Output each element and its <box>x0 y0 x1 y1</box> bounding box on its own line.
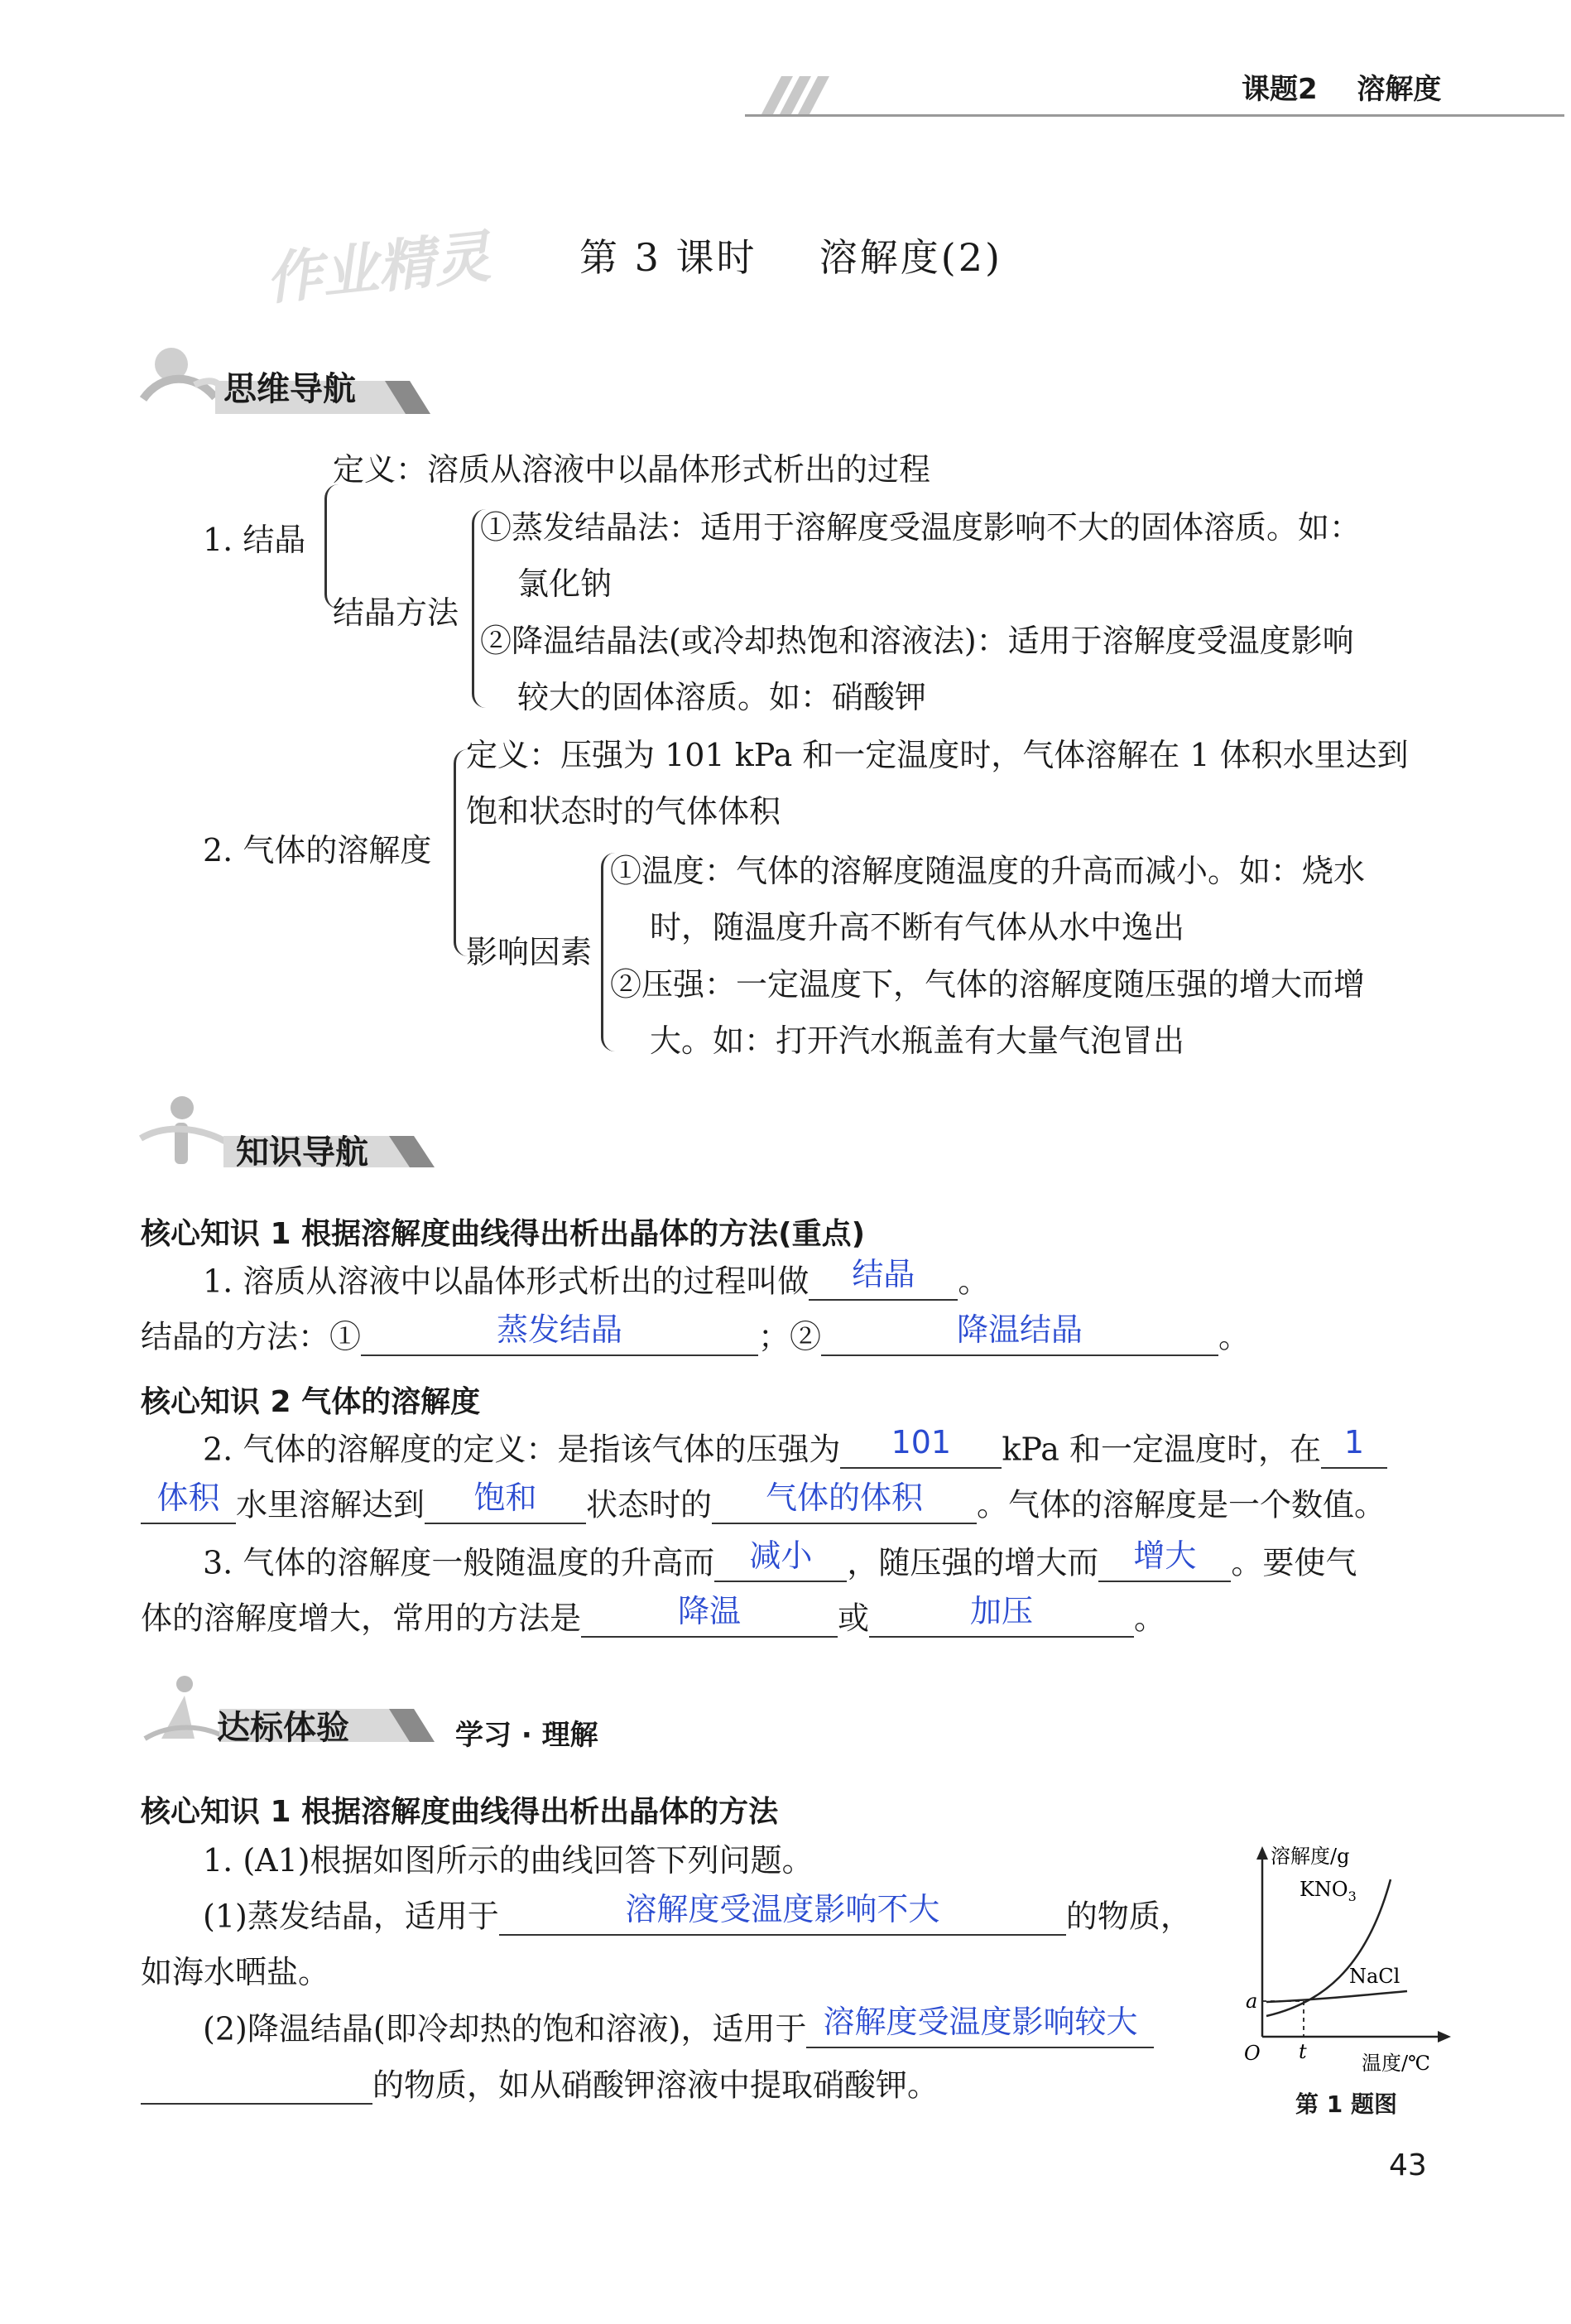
blank-q3-pressure[interactable] <box>1098 1537 1231 1582</box>
practice-q1-part1 <box>203 1891 1192 1936</box>
header-chapter <box>1242 66 1441 107</box>
nacl-curve <box>1266 1991 1407 2002</box>
mind-method2-line1: ②降温结晶法(或冷却热饱和溶液法)：适用于溶解度受温度影响 <box>480 623 1354 659</box>
blank-q2-volume-number[interactable] <box>1321 1424 1387 1469</box>
mind-brace-2 <box>454 749 468 956</box>
answer-q3-method2: 加压 <box>970 1593 1034 1630</box>
knowledge-q2-text: 2. 气体的溶解度的定义：是指该气体的压强为 <box>203 1431 841 1468</box>
header-rule <box>745 114 1564 117</box>
practice-q1-part1-text2: 的物质， <box>1065 1898 1192 1935</box>
knowledge-q2-text4: 状态时的 <box>586 1486 713 1523</box>
knowledge-q3-text5: 或 <box>838 1600 870 1637</box>
answer-q2-saturated: 饱和 <box>473 1480 537 1517</box>
blank-q1-crystallization[interactable] <box>809 1256 958 1301</box>
practice-q1-part2-text2: 的物质，如从硝酸钾溶液中提取硝酸钾。 <box>372 2067 939 2104</box>
knowledge-core1-heading: 核心知识 1 根据溶解度曲线得出析出晶体的方法(重点) <box>141 1217 866 1251</box>
mind-item2-factor-label: 影响因素 <box>466 934 593 970</box>
answer-q2-gas-volume: 气体的体积 <box>766 1480 924 1517</box>
blank-q2-saturated[interactable] <box>425 1480 586 1524</box>
answer-q2-volume-unit: 体积 <box>156 1480 220 1517</box>
a-label: a <box>1246 1990 1258 2013</box>
origin-label: O <box>1244 2042 1261 2065</box>
mind-factor1-line2: 时，随温度升高不断有气体从水中逸出 <box>650 909 1185 945</box>
knowledge-q3-text6: 。 <box>1134 1600 1166 1637</box>
mind-brace-1 <box>324 484 339 609</box>
header-chapter-number: 课题2 <box>1242 73 1318 106</box>
knowledge-q2-text3: 水里溶解达到 <box>236 1486 425 1523</box>
kno3-label-sub: 3 <box>1348 1889 1357 1904</box>
knowledge-q2-line1 <box>203 1424 1387 1469</box>
answer-q1-method1: 蒸发结晶 <box>497 1311 623 1349</box>
blank-q2-gas-volume[interactable] <box>712 1480 977 1524</box>
answer-q1-crystallization: 结晶 <box>852 1256 915 1293</box>
knowledge-q1-text: 1. 溶质从溶液中以晶体形式析出的过程叫做 <box>203 1263 810 1300</box>
kno3-label <box>1300 1878 1357 1904</box>
knowledge-q2-text5: 。气体的溶解度是一个数值。 <box>977 1486 1386 1523</box>
practice-q1: 1. (A1)根据如图所示的曲线回答下列问题。 <box>203 1842 814 1879</box>
answer-q2-pressure: 101 <box>891 1424 952 1461</box>
blank-q2-pressure[interactable] <box>840 1424 1002 1469</box>
knowledge-q3-text: 3. 气体的溶解度一般随温度的升高而 <box>203 1544 715 1581</box>
mind-factor2-line1: ②压强：一定温度下，气体的溶解度随压强的增大而增 <box>610 966 1366 1003</box>
blank-q1-method2[interactable] <box>821 1311 1218 1356</box>
mind-factor2-line2: 大。如：打开汽水瓶盖有大量气泡冒出 <box>650 1022 1185 1059</box>
section-practice-title: 达标体验 <box>217 1709 349 1747</box>
practice-q1-part2-line2 <box>141 2067 939 2105</box>
section-practice-subtitle: 学习 · 理解 <box>455 1719 598 1752</box>
practice-q1-part2 <box>203 2004 1154 2048</box>
answer-q3-pressure: 增大 <box>1133 1537 1197 1575</box>
lesson-topic: 溶解度(2) <box>819 235 1002 280</box>
knowledge-q1-methods-text: 结晶的方法：① <box>141 1318 362 1355</box>
mind-item1-label: 1. 结晶 <box>203 522 306 558</box>
blank-q3-method2[interactable] <box>869 1593 1134 1638</box>
practice-q1-part1-text: (1)蒸发结晶，适用于 <box>203 1898 499 1935</box>
solubility-chart-svg <box>1221 1838 1469 2078</box>
blank-practice-cooling-cont[interactable] <box>141 2067 372 2105</box>
nacl-label: NaCl <box>1349 1965 1400 1988</box>
mind-item1-definition: 定义：溶质从溶液中以晶体形式析出的过程 <box>333 451 931 488</box>
answer-q3-temperature: 减小 <box>749 1537 813 1575</box>
mind-item1-method-label: 结晶方法 <box>333 594 459 631</box>
blank-practice-cooling[interactable] <box>806 2004 1154 2048</box>
answer-practice-cooling: 溶解度受温度影响较大 <box>823 2004 1138 2041</box>
mind-item2-definition-line2: 饱和状态时的气体体积 <box>466 793 781 830</box>
blank-practice-evaporation[interactable] <box>499 1891 1066 1936</box>
knowledge-q2-text2: kPa 和一定温度时，在 <box>1002 1431 1321 1468</box>
y-axis-label: 溶解度/g <box>1271 1845 1350 1868</box>
mind-method1-line2: 氯化钠 <box>517 565 613 602</box>
knowledge-q2-line2 <box>141 1480 1386 1524</box>
solubility-figure <box>1221 1838 1469 2081</box>
practice-q1-part1-line2: 如海水晒盐。 <box>141 1954 330 1990</box>
punct: 。 <box>958 1263 990 1300</box>
blank-q3-method1[interactable] <box>581 1593 838 1638</box>
mind-item2-definition-line1: 定义：压强为 101 kPa 和一定温度时，气体溶解在 1 体积水里达到 <box>466 737 1409 773</box>
header-chapter-title: 溶解度 <box>1357 73 1442 106</box>
knowledge-q3-text3: 。要使气 <box>1231 1544 1357 1581</box>
knowledge-core2-heading: 核心知识 2 气体的溶解度 <box>141 1385 481 1419</box>
blank-q2-volume-unit[interactable] <box>141 1480 236 1524</box>
mind-factor1-line1: ①温度：气体的溶解度随温度的升高而减小。如：烧水 <box>610 853 1366 889</box>
mind-item2-label: 2. 气体的溶解度 <box>203 832 432 868</box>
section-mind-title: 思维导航 <box>223 370 356 408</box>
knowledge-q3-line1 <box>203 1537 1357 1582</box>
knowledge-q3-text2: ，随压强的增大而 <box>847 1544 1099 1581</box>
blank-q3-temperature[interactable] <box>714 1537 847 1582</box>
header-stripes <box>745 76 836 118</box>
answer-practice-evaporation: 溶解度受温度影响不大 <box>625 1891 940 1928</box>
mind-method1-line1: ①蒸发结晶法：适用于溶解度受温度影响不大的固体溶质。如： <box>480 509 1362 546</box>
practice-core1-heading: 核心知识 1 根据溶解度曲线得出析出晶体的方法 <box>141 1795 779 1829</box>
lesson-number: 第 3 课时 <box>579 235 757 280</box>
y-axis-arrow <box>1256 1846 1268 1860</box>
knowledge-q1-line1 <box>203 1256 990 1301</box>
knowledge-q3-line2 <box>141 1593 1166 1638</box>
mind-method2-line2: 较大的固体溶质。如：硝酸钾 <box>517 679 927 715</box>
answer-q3-method1: 降温 <box>678 1593 742 1630</box>
figure-caption: 第 1 题图 <box>1295 2091 1397 2118</box>
knowledge-q1-line2 <box>141 1311 1251 1356</box>
practice-q1-part2-text: (2)降温结晶(即冷却热的饱和溶液)，适用于 <box>203 2010 807 2047</box>
lesson-title <box>579 228 1002 282</box>
x-axis-arrow <box>1438 2031 1451 2043</box>
watermark-logo: 作业精灵 <box>262 224 494 313</box>
punct: 。 <box>1218 1318 1251 1355</box>
section-knowledge-title: 知识导航 <box>236 1133 368 1172</box>
t-label: t <box>1299 2040 1307 2063</box>
blank-q1-method1[interactable] <box>361 1311 758 1356</box>
knowledge-q3-text4: 体的溶解度增大，常用的方法是 <box>141 1600 582 1637</box>
answer-q2-volume-number: 1 <box>1343 1424 1365 1461</box>
punct: ；② <box>758 1318 822 1355</box>
kno3-label-text: KNO <box>1300 1878 1348 1901</box>
x-axis-label: 温度/℃ <box>1362 2052 1430 2075</box>
answer-q1-method2: 降温结晶 <box>957 1311 1083 1349</box>
page-number: 43 <box>1389 2148 1427 2182</box>
